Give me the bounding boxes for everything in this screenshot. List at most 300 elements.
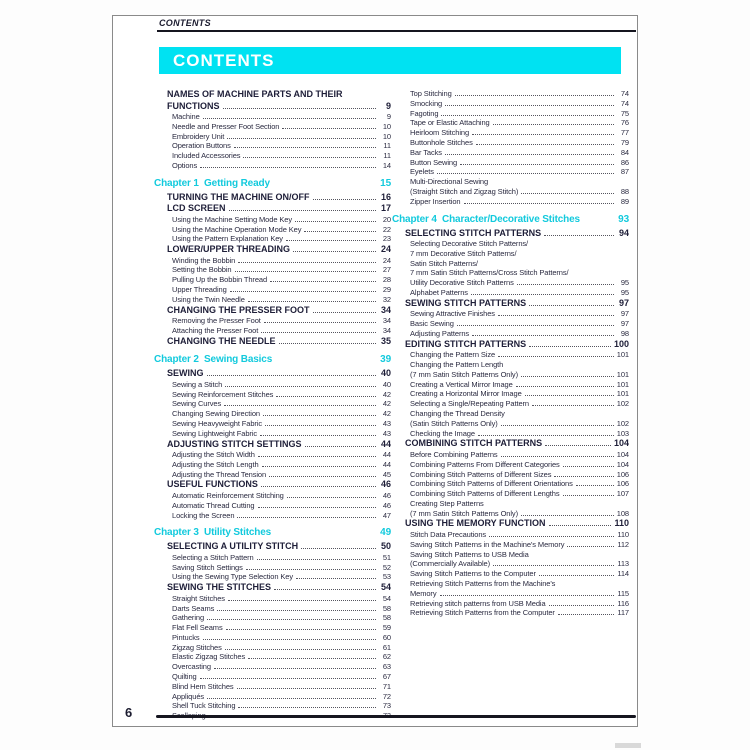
dot-leader xyxy=(203,118,376,119)
toc-entry xyxy=(392,479,629,489)
entry-page-number: 34 xyxy=(380,304,391,315)
toc-entry xyxy=(392,329,629,339)
toc-entry-row xyxy=(405,339,629,351)
dot-leader xyxy=(265,425,376,426)
toc-entry xyxy=(392,339,629,351)
toc-entry xyxy=(392,569,629,579)
entry-title: Options xyxy=(172,160,198,170)
toc-entry-row xyxy=(167,192,391,204)
entry-title: Buttonhole Stitches xyxy=(410,137,473,147)
entry-page-number: 11 xyxy=(383,141,391,151)
toc-entry xyxy=(154,460,391,470)
toc-entry-row xyxy=(410,187,629,197)
toc-entry xyxy=(392,298,629,310)
toc-entry-row xyxy=(172,682,391,692)
toc-entry xyxy=(154,633,391,643)
toc-entry xyxy=(154,380,391,390)
entry-title: Blind Hem Stitches xyxy=(172,681,234,691)
entry-title: Creating a Vertical Mirror Image xyxy=(410,379,513,389)
toc-entry xyxy=(392,608,629,618)
entry-page-number: 76 xyxy=(620,118,629,128)
toc-entry xyxy=(154,652,391,662)
page-number: 6 xyxy=(125,705,133,720)
dot-leader xyxy=(286,240,376,241)
toc-entry-row xyxy=(410,138,629,148)
entry-page-number: 117 xyxy=(617,608,629,618)
toc-entry-row xyxy=(172,491,391,501)
toc-entry xyxy=(392,470,629,480)
entry-title: (7 mm Satin Stitch Patterns Only) xyxy=(410,369,518,379)
entry-page-number: 101 xyxy=(616,350,629,360)
entry-title: Pulling Up the Bobbin Thread xyxy=(172,275,268,285)
toc-entry-row xyxy=(167,479,391,491)
dot-leader xyxy=(539,575,614,576)
entry-page-number: 22 xyxy=(382,224,391,234)
toc-entry-row xyxy=(410,380,629,390)
toc-entry-row xyxy=(172,572,391,582)
entry-title: Stitch Data Precautions xyxy=(410,529,487,539)
dot-leader xyxy=(214,668,376,669)
entry-page-number: 63 xyxy=(382,662,391,672)
entry-page-number: 104 xyxy=(616,449,629,459)
entry-title: Adjusting Patterns xyxy=(410,328,470,338)
entry-page-number: 35 xyxy=(380,335,391,346)
dot-leader xyxy=(207,619,376,620)
entry-title: Using the Machine Operation Mode Key xyxy=(172,224,302,234)
entry-title: Selecting a Stitch Pattern xyxy=(172,552,254,562)
toc-entry-row xyxy=(167,336,391,348)
dot-leader xyxy=(274,589,376,590)
entry-page-number: 86 xyxy=(620,157,629,167)
toc-entry xyxy=(154,132,391,142)
entry-page-number: 16 xyxy=(380,191,391,202)
running-header: CONTENTS xyxy=(159,18,211,28)
footer-rule xyxy=(156,715,636,718)
entry-page-number: 110 xyxy=(617,529,629,539)
toc-entry xyxy=(154,256,391,266)
toc-entry xyxy=(392,109,629,119)
dot-leader xyxy=(200,167,376,168)
entry-title: Eyelets xyxy=(410,167,434,177)
dot-leader xyxy=(489,536,614,537)
toc-entry-row xyxy=(172,501,391,511)
toc-entry xyxy=(154,368,391,380)
toc-entry xyxy=(154,701,391,711)
toc-entry xyxy=(154,234,391,244)
dot-leader xyxy=(238,707,376,708)
dot-leader xyxy=(229,210,376,211)
dot-leader xyxy=(217,610,376,611)
toc-entry xyxy=(154,390,391,400)
entry-page-number: 61 xyxy=(382,642,391,652)
toc-entry xyxy=(154,244,391,256)
toc-entry-row xyxy=(410,559,629,569)
toc-entry-row xyxy=(410,118,629,128)
toc-entry xyxy=(392,228,629,240)
toc-entry-row xyxy=(172,151,391,161)
toc-entry-row xyxy=(410,288,629,298)
entry-page-number: 89 xyxy=(620,196,629,206)
entry-title: Creating a Horizontal Mirror Image xyxy=(410,389,522,399)
chapter-title: Chapter 3 Utility Stitches xyxy=(154,527,272,539)
entry-title: (7 mm Satin Stitch Patterns Only) xyxy=(410,508,518,518)
dot-leader xyxy=(270,281,376,282)
toc-entry xyxy=(154,295,391,305)
toc-entry-row xyxy=(410,460,629,470)
toc-entry-row xyxy=(410,148,629,158)
dot-leader xyxy=(261,332,376,333)
dot-leader xyxy=(501,425,614,426)
toc-entry xyxy=(154,141,391,151)
toc-entry-row xyxy=(172,399,391,409)
toc-entry-row xyxy=(172,701,391,711)
dot-leader xyxy=(258,456,376,457)
toc-entry-row xyxy=(172,429,391,439)
entry-title-line: Selecting Decorative Stitch Patterns/ xyxy=(410,239,529,249)
entry-page-number: 51 xyxy=(382,552,391,562)
dot-leader xyxy=(471,294,614,295)
dot-leader xyxy=(248,658,376,659)
toc-entry xyxy=(392,138,629,148)
dot-leader xyxy=(282,128,376,129)
dot-leader xyxy=(235,271,377,272)
entry-title: Combining Stitch Patterns of Different Orientations xyxy=(410,479,573,489)
dot-leader xyxy=(476,144,614,145)
entry-page-number: 74 xyxy=(620,98,629,108)
toc-entry-row xyxy=(410,569,629,579)
toc-entry xyxy=(154,682,391,692)
toc-entry xyxy=(154,326,391,336)
entry-page-number: 100 xyxy=(613,338,629,349)
entry-title-line: Changing the Pattern Length xyxy=(410,360,504,370)
dot-leader xyxy=(230,291,376,292)
toc-entry xyxy=(392,128,629,138)
dot-leader xyxy=(260,435,376,436)
entry-page-number: 87 xyxy=(620,167,629,177)
entry-page-number: 58 xyxy=(382,603,391,613)
toc-left-column xyxy=(154,89,391,721)
toc-entry-row xyxy=(172,275,391,285)
toc-entry xyxy=(392,239,629,288)
toc-entry xyxy=(392,177,629,197)
dot-leader xyxy=(563,495,614,496)
toc-entry-row xyxy=(172,316,391,326)
toc-entry xyxy=(154,285,391,295)
dot-leader xyxy=(521,376,614,377)
entry-title: TURNING THE MACHINE ON/OFF xyxy=(167,191,310,202)
dot-leader xyxy=(567,546,614,547)
dot-leader xyxy=(576,485,614,486)
dot-leader xyxy=(563,466,614,467)
toc-entry xyxy=(154,479,391,491)
scan-artifact xyxy=(615,743,641,748)
entry-page-number: 84 xyxy=(620,147,629,157)
toc-entry xyxy=(154,541,391,553)
chapter-title: Chapter 1 Getting Ready xyxy=(154,177,270,189)
entry-title: Bar Tacks xyxy=(410,147,442,157)
toc-chapter-heading xyxy=(154,353,391,366)
toc-entry xyxy=(154,511,391,521)
toc-entry xyxy=(154,594,391,604)
entry-title: Basic Sewing xyxy=(410,319,454,329)
entry-title: Sewing Reinforcement Stitches xyxy=(172,389,274,399)
toc-entry-row xyxy=(410,450,629,460)
toc-entry-row xyxy=(410,399,629,409)
entry-page-number: 113 xyxy=(617,559,629,569)
entry-page-number: 44 xyxy=(382,450,391,460)
toc-entry-row xyxy=(172,390,391,400)
toc-entry xyxy=(154,151,391,161)
dot-leader xyxy=(200,678,376,679)
entry-title-line: Creating Step Patterns xyxy=(410,498,484,508)
dot-leader xyxy=(238,262,376,263)
toc-entry xyxy=(154,161,391,171)
entry-page-number: 104 xyxy=(613,438,629,449)
entry-title: Sewing Curves xyxy=(172,399,222,409)
entry-title: Overcasting xyxy=(172,662,211,672)
entry-page-number: 101 xyxy=(616,389,629,399)
entry-title: Retrieving Stitch Patterns from the Computer xyxy=(410,608,555,618)
entry-title: SEWING xyxy=(167,368,204,379)
toc-entry-row xyxy=(172,594,391,604)
dot-leader xyxy=(516,386,614,387)
dot-leader xyxy=(313,199,377,200)
entry-title: Using the Sewing Type Selection Key xyxy=(172,572,294,582)
entry-title: Alphabet Patterns xyxy=(410,288,468,298)
toc-entry-row xyxy=(172,643,391,653)
dot-leader xyxy=(287,497,376,498)
dot-leader xyxy=(237,517,376,518)
toc-entry-row xyxy=(172,285,391,295)
dot-leader xyxy=(545,445,611,446)
toc-entry-row xyxy=(172,122,391,132)
entry-page-number: 24 xyxy=(382,255,391,265)
toc-entry-row xyxy=(410,479,629,489)
dot-leader xyxy=(304,231,376,232)
dot-leader xyxy=(248,301,376,302)
toc-entry-row xyxy=(167,439,391,451)
toc-entry-row xyxy=(410,109,629,119)
dot-leader xyxy=(460,164,614,165)
toc-entry-row xyxy=(172,553,391,563)
toc-entry-row xyxy=(172,470,391,480)
dot-leader xyxy=(521,515,614,516)
entry-title: Saving Stitch Settings xyxy=(172,562,243,572)
dot-leader xyxy=(264,322,376,323)
entry-title: Sewing Heavyweight Fabric xyxy=(172,418,263,428)
toc-entry-row xyxy=(172,604,391,614)
entry-page-number: 45 xyxy=(382,469,391,479)
toc-entry-row xyxy=(167,101,391,113)
toc-entry-row xyxy=(405,298,629,310)
entry-title: USING THE MEMORY FUNCTION xyxy=(405,518,546,529)
dot-leader xyxy=(517,284,614,285)
dot-leader xyxy=(532,405,614,406)
entry-page-number: 54 xyxy=(380,582,391,593)
dot-leader xyxy=(269,476,376,477)
toc-entry-row xyxy=(410,608,629,618)
dot-leader xyxy=(464,203,614,204)
entry-title-line: Changing the Thread Density xyxy=(410,409,505,419)
dot-leader xyxy=(558,614,614,615)
entry-title: Changing the Pattern Size xyxy=(410,350,496,360)
entry-page-number: 46 xyxy=(382,490,391,500)
dot-leader xyxy=(234,147,376,148)
entry-title: Retrieving stitch patterns from USB Media xyxy=(410,598,546,608)
toc-entry-row xyxy=(410,99,629,109)
chapter-title: Chapter 2 Sewing Basics xyxy=(154,354,273,366)
entry-title: Removing the Presser Foot xyxy=(172,316,261,326)
entry-page-number: 34 xyxy=(382,316,391,326)
entry-title: FUNCTIONS xyxy=(167,100,220,111)
toc-entry xyxy=(392,319,629,329)
entry-title-line: 7 mm Satin Stitch Patterns/Cross Stitch Patterns/ xyxy=(410,268,569,278)
entry-page-number: 40 xyxy=(380,368,391,379)
toc-entry-row xyxy=(410,429,629,439)
entry-title: Saving Stitch Patterns in the Machine's Memory xyxy=(410,539,565,549)
entry-title-line: Multi-Directional Sewing xyxy=(410,177,489,187)
entry-title: SEWING THE STITCHES xyxy=(167,582,272,593)
toc-entry-row xyxy=(172,450,391,460)
toc-entry xyxy=(392,148,629,158)
entry-title: (Satin Stitch Patterns Only) xyxy=(410,418,498,428)
entry-page-number: 67 xyxy=(382,672,391,682)
dot-leader xyxy=(293,251,376,252)
toc-right-column xyxy=(392,89,629,618)
dot-leader xyxy=(501,456,614,457)
entry-page-number: 53 xyxy=(382,572,391,582)
toc-entry-row xyxy=(172,623,391,633)
entry-page-number: 97 xyxy=(618,297,629,308)
toc-entry xyxy=(392,599,629,609)
toc-entry-row xyxy=(172,563,391,573)
entry-title: Sewing a Stitch xyxy=(172,379,223,389)
entry-title: Quilting xyxy=(172,672,197,682)
header-rule xyxy=(157,30,636,32)
entry-page-number: 103 xyxy=(616,428,629,438)
entry-page-number: 42 xyxy=(382,409,391,419)
entry-page-number: 27 xyxy=(382,265,391,275)
entry-title: Needle and Presser Foot Section xyxy=(172,121,280,131)
entry-page-number: 28 xyxy=(382,275,391,285)
entry-page-number: 94 xyxy=(618,227,629,238)
dot-leader xyxy=(225,386,376,387)
toc-entry xyxy=(154,419,391,429)
toc-entry xyxy=(392,429,629,439)
toc-entry xyxy=(392,579,629,599)
entry-page-number: 40 xyxy=(382,379,391,389)
dot-leader xyxy=(223,108,377,109)
entry-page-number: 34 xyxy=(382,325,391,335)
toc-entry-row xyxy=(410,158,629,168)
toc-entry-row xyxy=(172,613,391,623)
entry-title: Using the Twin Needle xyxy=(172,294,245,304)
toc-entry xyxy=(392,99,629,109)
dot-leader xyxy=(246,569,376,570)
toc-entry-row xyxy=(172,409,391,419)
entry-title: Adjusting the Thread Tension xyxy=(172,469,267,479)
entry-page-number: 32 xyxy=(382,294,391,304)
entry-page-number: 71 xyxy=(382,681,391,691)
toc-entry xyxy=(392,89,629,99)
toc-entry xyxy=(392,167,629,177)
entry-page-number: 29 xyxy=(382,285,391,295)
toc-entry xyxy=(392,118,629,128)
entry-title: Combining Stitch Patterns of Different Sizes xyxy=(410,469,552,479)
dot-leader xyxy=(313,312,376,313)
toc-entry xyxy=(154,672,391,682)
entry-page-number: 20 xyxy=(382,214,391,224)
entry-title: COMBINING STITCH PATTERNS xyxy=(405,438,543,449)
toc-entry xyxy=(392,389,629,399)
toc-entry xyxy=(154,643,391,653)
toc-chapter-heading xyxy=(392,213,629,226)
entry-title-line: NAMES OF MACHINE PARTS AND THEIR xyxy=(167,89,343,99)
entry-title-line: Saving Stitch Patterns to USB Media xyxy=(410,549,529,559)
entry-title: Memory xyxy=(410,588,437,598)
dot-leader xyxy=(276,396,376,397)
entry-title: Operation Buttons xyxy=(172,141,231,151)
toc-entry xyxy=(154,192,391,204)
toc-entry-row xyxy=(410,589,629,599)
toc-entry-row xyxy=(410,197,629,207)
entry-title: Included Accessories xyxy=(172,151,241,161)
entry-title: CHANGING THE NEEDLE xyxy=(167,335,276,346)
entry-title: Winding the Bobbin xyxy=(172,255,236,265)
entry-page-number: 52 xyxy=(382,562,391,572)
dot-leader xyxy=(279,343,376,344)
entry-page-number: 97 xyxy=(620,309,629,319)
toc-entry xyxy=(392,550,629,570)
entry-page-number: 44 xyxy=(382,459,391,469)
toc-entry xyxy=(154,89,391,112)
toc-entry-row xyxy=(410,489,629,499)
entry-title-line: 7 mm Decorative Stitch Patterns/ xyxy=(410,248,517,258)
entry-page-number: 60 xyxy=(382,632,391,642)
toc-entry xyxy=(154,613,391,623)
entry-title: Appliqués xyxy=(172,691,205,701)
entry-title: Automatic Thread Cutting xyxy=(172,500,255,510)
toc-entry xyxy=(154,305,391,317)
dot-leader xyxy=(554,476,613,477)
toc-entry-row xyxy=(410,89,629,99)
toc-entry xyxy=(392,380,629,390)
dot-leader xyxy=(445,105,614,106)
toc-entry xyxy=(392,499,629,519)
entry-title-line: Satin Stitch Patterns/ xyxy=(410,258,478,268)
chapter-page-number: 93 xyxy=(618,213,629,225)
chapter-page-number: 49 xyxy=(380,527,391,539)
dot-leader xyxy=(529,305,614,306)
toc-entry xyxy=(154,399,391,409)
entry-title: Heirloom Stitching xyxy=(410,128,470,138)
entry-title: Tape or Elastic Attaching xyxy=(410,118,490,128)
entry-title-line: Retrieving Stitch Patterns from the Machine's xyxy=(410,578,556,588)
entry-page-number: 101 xyxy=(616,379,629,389)
entry-page-number: 101 xyxy=(616,369,629,379)
toc-entry-row xyxy=(410,329,629,339)
entry-page-number: 23 xyxy=(382,234,391,244)
toc-entry xyxy=(392,518,629,530)
toc-entry xyxy=(154,450,391,460)
toc-entry-row xyxy=(172,380,391,390)
dot-leader xyxy=(203,639,376,640)
toc-entry-row xyxy=(410,470,629,480)
toc-entry xyxy=(392,197,629,207)
dot-leader xyxy=(529,346,611,347)
entry-page-number: 115 xyxy=(617,588,629,598)
toc-entry-row xyxy=(172,692,391,702)
